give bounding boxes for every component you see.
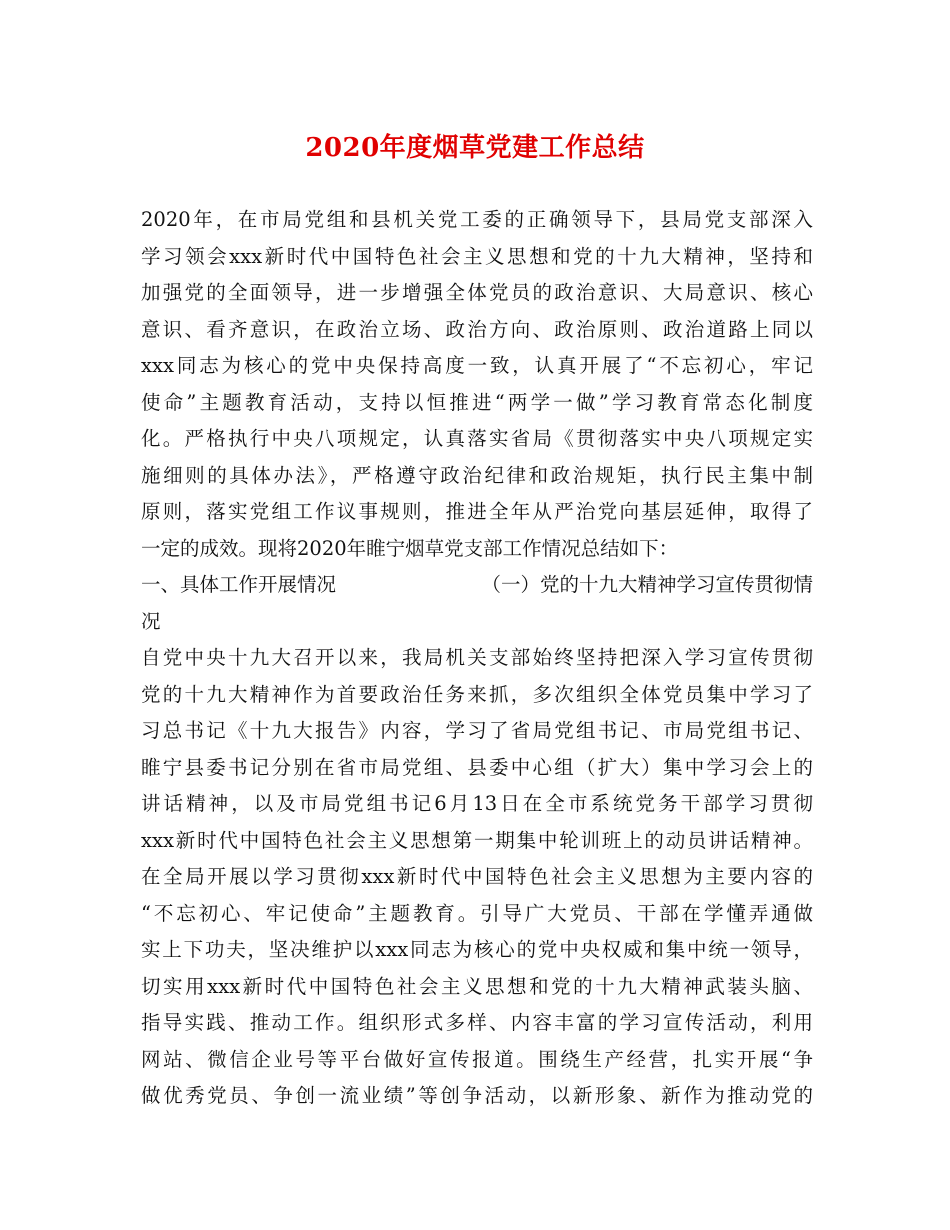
text-line: 讲话精神，以及市局党组书记6月13日在全市系统党务干部学习贯彻 [141,792,813,815]
text-line: xxx同志为核心的党中央保持高度一致，认真开展了“不忘初心，牢记 [141,354,813,377]
text-line: 2020年，在市局党组和县机关党工委的正确领导下，县局党支部深入 [141,208,813,231]
section-heading-row [141,567,813,604]
document-body [141,202,813,1115]
document-title: 2020年度烟草党建工作总结 [305,133,645,163]
text-line: 党的十九大精神作为首要政治任务来抓，多次组织全体党员集中学习了 [141,682,813,706]
text-line: 做优秀党员、争创一流业绩”等创争活动，以新形象、新作为推动党的 [141,1084,813,1107]
text-line: 睢宁县委书记分别在省市局党组、县委中心组（扩大）集中学习会上的 [141,755,813,779]
text-line: 网站、微信企业号等平台做好宣传报道。围绕生产经营，扎实开展“争 [141,1047,813,1071]
subsection-heading-1: （一）党的十九大精神学习宣传贯彻情 [481,573,813,596]
text-line: 学习领会xxx新时代中国特色社会主义思想和党的十九大精神，坚持和 [141,244,813,268]
paragraph-study [141,640,813,1115]
text-line: 使命”主题教育活动，支持以恒推进“两学一做”学习教育常态化制度 [141,390,813,414]
text-line: 施细则的具体办法》，严格遵守政治纪律和政治规矩，执行民主集中制 [141,463,813,487]
text-line: 指导实践、推动工作。组织形式多样、内容丰富的学习宣传活动，利用 [141,1011,813,1034]
text-line: 加强党的全面领导，进一步增强全体党员的政治意识、大局意识、核心 [141,281,813,304]
text-line: “不忘初心、牢记使命”主题教育。引导广大党员、干部在学懂弄通做 [141,901,813,925]
text-line: xxx新时代中国特色社会主义思想第一期集中轮训班上的动员讲话精神。 [141,828,813,852]
text-line: 原则，落实党组工作议事规则，推进全年从严治党向基层延伸，取得了 [141,500,813,523]
text-line: 意识、看齐意识，在政治立场、政治方向、政治原则、政治道路上同以 [141,317,813,341]
text-line: 一定的成效。现将2020年睢宁烟草党支部工作情况总结如下： [141,536,679,560]
paragraph-intro [141,202,813,567]
text-line: 自党中央十九大召开以来，我局机关支部始终坚持把深入学习宣传贯彻 [141,646,813,669]
text-line: 习总书记《十九大报告》内容，学习了省局党组书记、市局党组书记、 [141,719,813,742]
text-line: 在全局开展以学习贯彻xxx新时代中国特色社会主义思想为主要内容的 [141,865,813,888]
text-line: 切实用xxx新时代中国特色社会主义思想和党的十九大精神武装头脑、 [141,974,813,998]
text-line: 化。严格执行中央八项规定，认真落实省局《贯彻落实中央八项规定实 [141,427,813,450]
subsection-heading-1-continued: 况 [141,609,161,633]
section-heading-1: 一、具体工作开展情况 [141,573,337,596]
text-line: 实上下功夫，坚决维护以xxx同志为核心的党中央权威和集中统一领导， [141,938,813,961]
